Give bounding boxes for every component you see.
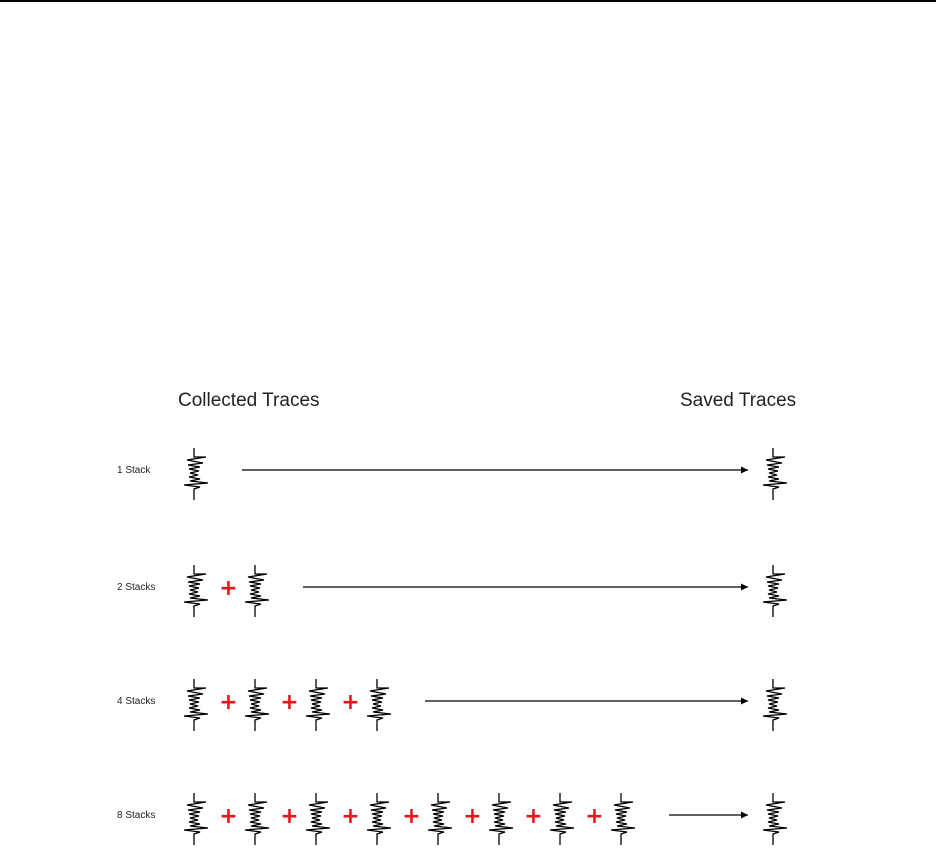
collected-trace — [245, 565, 269, 617]
saved-traces-heading: Saved Traces — [680, 390, 797, 411]
collected-trace — [184, 565, 208, 617]
collected-trace — [489, 793, 513, 845]
plus-sign: + — [280, 804, 299, 829]
row-label: 1 Stack — [117, 465, 151, 476]
collected-trace — [550, 793, 574, 845]
stack-row-2 — [117, 565, 787, 617]
stack-rows — [117, 448, 787, 845]
saved-trace — [763, 793, 787, 845]
plus-sign: + — [585, 804, 604, 829]
collected-traces-heading: Collected Traces — [178, 390, 320, 411]
row-label: 8 Stacks — [117, 810, 156, 821]
row-label: 2 Stacks — [117, 582, 156, 593]
plus-sign: + — [280, 690, 299, 715]
collected-trace — [306, 793, 330, 845]
collected-trace — [428, 793, 452, 845]
plus-sign: + — [219, 576, 238, 601]
stack-row-1 — [117, 448, 787, 500]
stack-row-8 — [117, 793, 787, 845]
collected-trace — [184, 679, 208, 731]
collected-trace — [367, 679, 391, 731]
collected-trace — [184, 448, 208, 500]
plus-sign: + — [219, 690, 238, 715]
collected-trace — [184, 793, 208, 845]
collected-trace — [611, 793, 635, 845]
saved-trace — [763, 565, 787, 617]
plus-sign: + — [341, 804, 360, 829]
collected-trace — [306, 679, 330, 731]
row-label: 4 Stacks — [117, 696, 156, 707]
collected-trace — [367, 793, 391, 845]
plus-sign: + — [524, 804, 543, 829]
collected-trace — [245, 793, 269, 845]
plus-sign: + — [463, 804, 482, 829]
saved-trace — [763, 448, 787, 500]
plus-sign: + — [402, 804, 421, 829]
saved-trace — [763, 679, 787, 731]
plus-sign: + — [341, 690, 360, 715]
stack-row-4 — [117, 679, 787, 731]
plus-sign: + — [219, 804, 238, 829]
collected-trace — [245, 679, 269, 731]
